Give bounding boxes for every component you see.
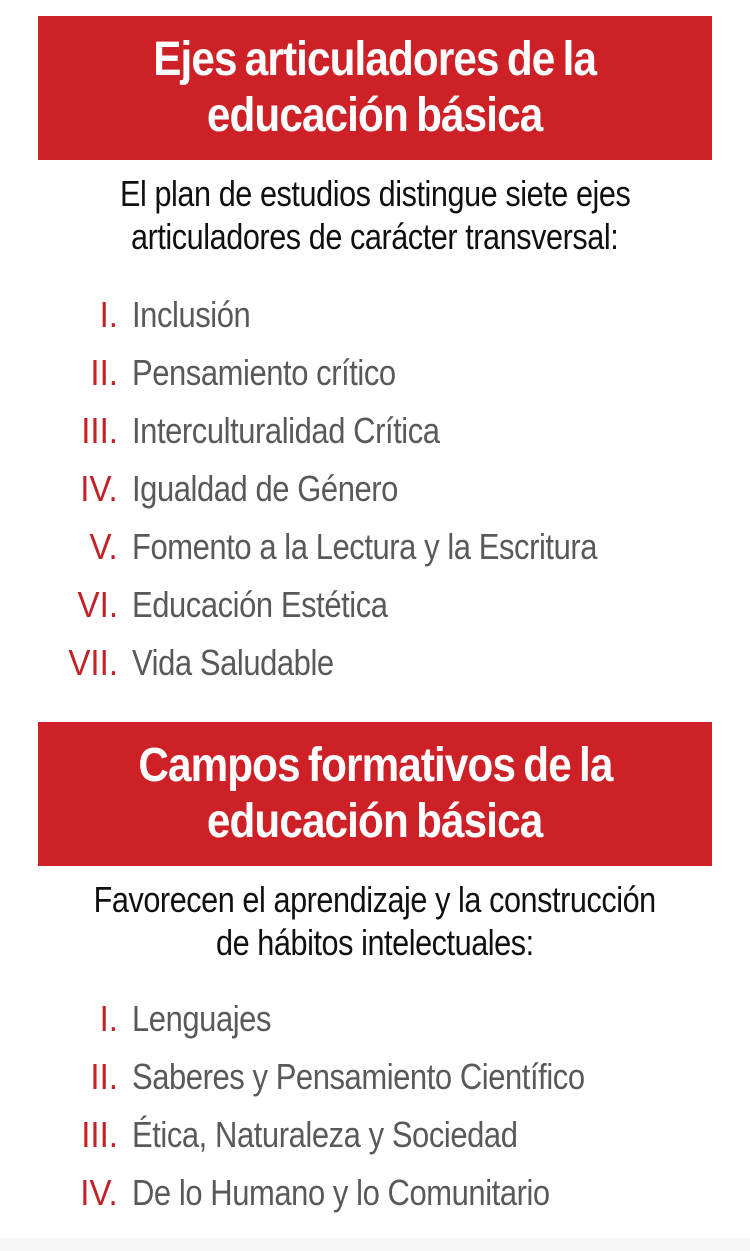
list-item-label: Ética, Naturaleza y Sociedad	[132, 1114, 518, 1155]
campos-section	[0, 722, 750, 1222]
infographic	[0, 16, 750, 1251]
list-item	[0, 1048, 750, 1106]
banner-title-line	[38, 88, 712, 144]
list-item	[0, 990, 750, 1048]
banner-title-line	[38, 794, 712, 850]
subtitle-text: de hábitos intelectuales:	[216, 922, 534, 963]
list-item-label: Vida Saludable	[132, 642, 334, 683]
list-item-numeral: IV.	[80, 468, 118, 509]
list-item	[0, 344, 750, 402]
subtitle-text: Favorecen el aprendizaje y la construcción	[93, 879, 657, 920]
subtitle-line	[0, 215, 750, 258]
list-item	[0, 286, 750, 344]
ejes-section	[0, 16, 750, 692]
list-item-label: De lo Humano y lo Comunitario	[132, 1172, 550, 1213]
list-item-label: Lenguajes	[132, 998, 272, 1039]
list-item	[0, 402, 750, 460]
subtitle-line	[0, 878, 750, 921]
ejes-subtitle	[0, 172, 750, 258]
list-item-numeral: V.	[89, 526, 118, 567]
list-item-numeral: III.	[81, 410, 118, 451]
list-item	[0, 576, 750, 634]
list-item-numeral: I.	[99, 294, 118, 335]
campos-banner	[38, 722, 712, 866]
list-item-label: Interculturalidad Crítica	[132, 410, 440, 451]
list-item	[0, 1106, 750, 1164]
list-item-label: Educación Estética	[132, 584, 388, 625]
banner-title-line	[38, 32, 712, 88]
list-item-numeral: I.	[99, 998, 118, 1039]
campos-subtitle	[0, 878, 750, 964]
list-item-label: Fomento a la Lectura y la Escritura	[132, 526, 598, 567]
campos-list	[0, 990, 750, 1222]
banner-title-text: educación básica	[207, 89, 543, 142]
ejes-list	[0, 286, 750, 692]
list-item-numeral: VII.	[68, 642, 118, 683]
list-item-label: Igualdad de Género	[132, 468, 398, 509]
footer	[0, 1238, 750, 1251]
ejes-banner	[38, 16, 712, 160]
list-item-label: Saberes y Pensamiento Científico	[132, 1056, 585, 1097]
list-item-label: Pensamiento crítico	[132, 352, 396, 393]
list-item	[0, 518, 750, 576]
banner-title-text: educación básica	[207, 795, 543, 848]
subtitle-line	[0, 172, 750, 215]
subtitle-line	[0, 921, 750, 964]
banner-title-line	[38, 738, 712, 794]
list-item	[0, 634, 750, 692]
list-item	[0, 1164, 750, 1222]
subtitle-text: El plan de estudios distingue siete ejes	[119, 173, 631, 214]
subtitle-text: articuladores de carácter transversal:	[131, 216, 619, 257]
list-item-numeral: VI.	[77, 584, 118, 625]
banner-title-text: Ejes articuladores de la	[153, 33, 597, 86]
banner-title-text: Campos formativos de la	[137, 739, 613, 792]
list-item-numeral: IV.	[80, 1172, 118, 1213]
list-item-numeral: III.	[81, 1114, 118, 1155]
list-item-numeral: II.	[90, 352, 118, 393]
list-item	[0, 460, 750, 518]
list-item-numeral: II.	[90, 1056, 118, 1097]
list-item-label: Inclusión	[132, 294, 251, 335]
